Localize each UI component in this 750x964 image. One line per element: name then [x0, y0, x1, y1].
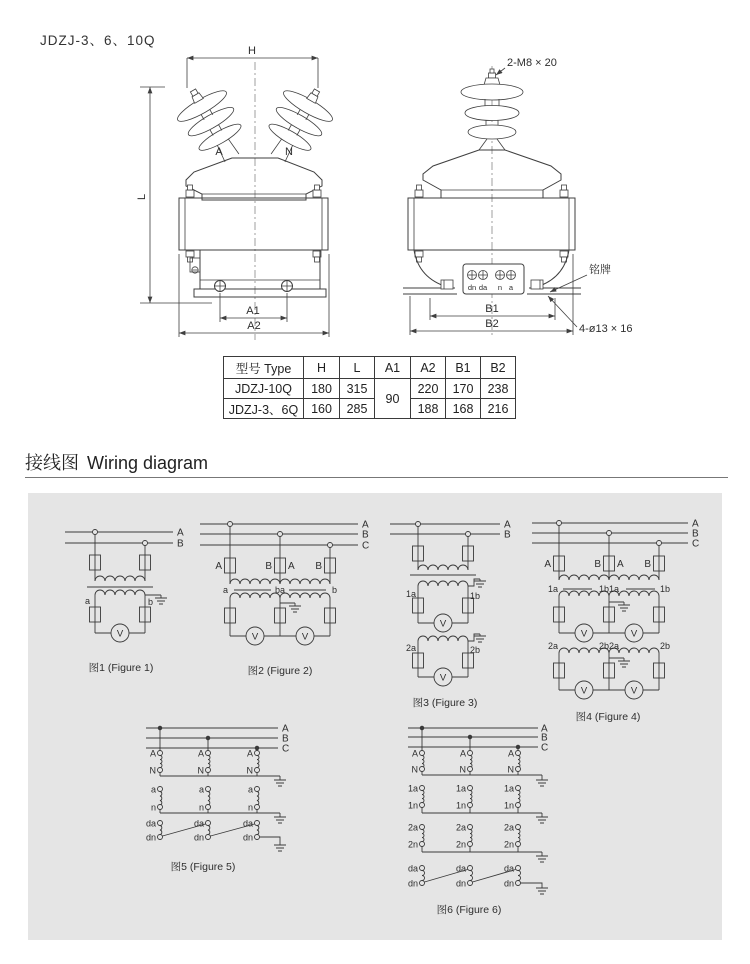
winding-label: da: [242, 818, 253, 829]
side-view-drawing: [395, 42, 640, 347]
front-view-drawing: [132, 42, 397, 347]
col-header-b1: B1: [446, 357, 481, 379]
terminal-label-n: n: [497, 283, 503, 292]
winding-label: dn: [503, 878, 514, 889]
winding-label: da: [455, 863, 466, 874]
dim-label-l: L: [136, 193, 148, 200]
wiring-figure-2: [195, 508, 390, 680]
col-header-type: 型号 Type: [224, 357, 304, 379]
fuse-label: B: [594, 559, 601, 570]
winding-label: dn: [242, 832, 253, 843]
fuse-label: A: [215, 561, 222, 572]
winding-label: 2a: [455, 822, 466, 833]
winding-label: da: [503, 863, 514, 874]
fig5-circuit: [146, 726, 286, 851]
winding-label: n: [247, 802, 253, 813]
winding-label: 1b: [660, 584, 671, 594]
front-dim-l: [136, 87, 212, 303]
fuse-label: A: [288, 561, 295, 572]
figure-caption: 图1 (Figure 1): [88, 662, 154, 674]
wiring-figure-1: [55, 515, 195, 680]
front-dome: [186, 158, 322, 200]
phase-label: B: [692, 528, 699, 540]
winding-label: 1n: [455, 800, 466, 811]
side-top-stud: [484, 69, 500, 85]
winding-label: 2b: [470, 645, 481, 655]
cell-b2: 238: [481, 379, 516, 399]
winding-label: da: [193, 818, 204, 829]
figure-caption: 图2 (Figure 2): [247, 665, 313, 677]
winding-label: 2b2a: [598, 641, 620, 651]
winding-label: a: [84, 596, 90, 606]
winding-label: 1b1a: [598, 584, 620, 594]
winding-label: a: [150, 784, 156, 795]
phase-label: B: [177, 538, 184, 550]
phase-label: C: [541, 742, 549, 754]
terminal-label-da: da: [478, 283, 488, 292]
winding-label: a: [198, 784, 204, 795]
mounting-holes-label: 4-ø13 × 16: [579, 323, 633, 335]
heading-rule: [25, 477, 728, 478]
winding-label: 1b: [470, 591, 481, 601]
winding-label: dn: [407, 878, 418, 889]
figure-caption: 图4 (Figure 4): [575, 711, 641, 723]
winding-label: 2a: [547, 641, 558, 651]
winding-label: 2n: [455, 839, 466, 850]
side-terminal-box: [463, 264, 524, 294]
voltmeter: V: [630, 685, 638, 697]
dim-label-b2: B2: [485, 318, 499, 330]
cell-b1: 170: [446, 379, 481, 399]
winding-label: 2n: [503, 839, 514, 850]
winding-label: ba: [274, 585, 286, 595]
nameplate-label: 铭牌: [589, 264, 611, 276]
winding-label: dn: [455, 878, 466, 889]
wiring-figure-6: [398, 712, 558, 920]
phase-label: A: [692, 518, 699, 530]
nameplate-leader-line: [550, 275, 587, 292]
phase-label: C: [692, 538, 700, 550]
cell-model: JDZJ-10Q: [224, 379, 304, 399]
winding-label: N: [149, 765, 156, 776]
cell-b1: 168: [446, 399, 481, 419]
terminal-label-n: N: [285, 146, 293, 158]
fig4-circuit: [532, 521, 688, 700]
cell-h: 160: [304, 399, 340, 419]
col-header-b2: B2: [481, 357, 516, 379]
winding-label: 1a: [455, 783, 466, 794]
winding-label: 2b: [660, 641, 671, 651]
winding-label: A: [459, 748, 466, 759]
side-insulator: [461, 84, 523, 150]
winding-label: 1a: [503, 783, 514, 794]
fuse-label: B: [315, 561, 322, 572]
fuse-label: B: [644, 559, 651, 570]
stud-spec-label: 2-M8 × 20: [507, 57, 557, 69]
dim-label-h: H: [248, 45, 256, 57]
table-row: [224, 379, 516, 399]
cell-b2: 216: [481, 399, 516, 419]
terminal-label-a: A: [215, 146, 223, 158]
phase-label: A: [282, 723, 289, 735]
winding-label: N: [411, 764, 418, 775]
fuse-label: A: [617, 559, 624, 570]
wiring-figure-3: [390, 508, 535, 713]
cell-a2: 188: [411, 399, 446, 419]
winding-label: n: [198, 802, 204, 813]
winding-label: b: [332, 585, 338, 595]
winding-label: 1a: [407, 783, 418, 794]
winding-label: 2a: [405, 643, 416, 653]
section-heading: [25, 449, 208, 475]
voltmeter: V: [116, 628, 124, 640]
voltmeter: V: [580, 685, 588, 697]
winding-label: 1a: [405, 589, 416, 599]
phase-label: A: [541, 723, 548, 735]
winding-label: 1n: [407, 800, 418, 811]
winding-label: 2a: [407, 822, 418, 833]
table-header-row: [224, 357, 516, 379]
voltmeter: V: [301, 631, 309, 643]
fig2-circuit: [200, 522, 358, 646]
winding-label: N: [246, 765, 253, 776]
phase-label: A: [362, 519, 369, 531]
front-dim-a2: [179, 254, 329, 337]
dimensions-table: [223, 356, 516, 419]
front-dim-h: [187, 45, 318, 88]
winding-label: da: [145, 818, 156, 829]
voltmeter: V: [251, 631, 259, 643]
figure-caption: 图5 (Figure 5): [170, 861, 236, 873]
voltmeter: V: [439, 618, 447, 630]
fig3-circuit: [390, 522, 500, 687]
page-title: JDZJ-3、6、10Q: [40, 33, 156, 48]
winding-label: a: [247, 784, 253, 795]
winding-label: N: [197, 765, 204, 776]
dim-label-a2: A2: [247, 320, 261, 332]
phase-label: B: [362, 529, 369, 541]
winding-label: A: [507, 748, 514, 759]
col-header-a1: A1: [375, 357, 411, 379]
cell-h: 180: [304, 379, 340, 399]
phase-label: B: [504, 529, 511, 541]
winding-label: A: [149, 748, 156, 759]
phase-label: C: [362, 540, 370, 552]
terminal-label-a: a: [508, 283, 514, 292]
dim-label-a1: A1: [246, 305, 260, 317]
wiring-figure-5: [128, 712, 303, 882]
col-header-l: L: [340, 357, 375, 379]
winding-label: A: [246, 748, 253, 759]
winding-label: N: [507, 764, 514, 775]
fuse-label: A: [544, 559, 551, 570]
figure-caption: 图6 (Figure 6): [436, 904, 502, 916]
winding-label: da: [407, 863, 418, 874]
figure-caption: 图3 (Figure 3): [412, 697, 478, 709]
phase-label: C: [282, 743, 290, 755]
winding-label: 2a: [503, 822, 514, 833]
fig6-circuit: [408, 723, 548, 894]
winding-label: n: [150, 802, 156, 813]
winding-label: N: [459, 764, 466, 775]
stud-leader-line: [496, 68, 505, 75]
winding-label: 1n: [503, 800, 514, 811]
voltmeter: V: [580, 628, 588, 640]
cell-l: 315: [340, 379, 375, 399]
side-core-block: [408, 185, 575, 262]
dim-label-b1: B1: [485, 303, 499, 315]
winding-label: b: [148, 597, 154, 607]
winding-label: dn: [193, 832, 204, 843]
phase-label: B: [541, 732, 548, 744]
section-heading-en: Wiring diagram: [87, 453, 209, 473]
wiring-figure-4: [530, 508, 710, 726]
winding-label: A: [197, 748, 204, 759]
cell-a2: 220: [411, 379, 446, 399]
section-heading-zh: 接线图: [25, 453, 79, 473]
terminal-label-dn: dn: [467, 283, 477, 292]
phase-label: B: [282, 733, 289, 745]
table-row: [224, 399, 516, 419]
col-header-h: H: [304, 357, 340, 379]
winding-label: A: [411, 748, 418, 759]
wiring-diagram-panel: [28, 493, 722, 940]
winding-label: 1a: [547, 584, 558, 594]
cell-l: 285: [340, 399, 375, 419]
cell-model: JDZJ-3、6Q: [224, 399, 304, 419]
fuse-label: B: [265, 561, 272, 572]
voltmeter: V: [439, 672, 447, 684]
cell-a1-shared: 90: [375, 379, 411, 419]
winding-label: dn: [145, 832, 156, 843]
winding-label: a: [222, 585, 228, 595]
col-header-a2: A2: [411, 357, 446, 379]
voltmeter: V: [630, 628, 638, 640]
fig1-circuit: [65, 530, 173, 643]
side-dim-b1: [430, 298, 555, 320]
phase-label: A: [177, 527, 184, 539]
front-base: [190, 250, 326, 297]
winding-label: 2n: [407, 839, 418, 850]
phase-label: A: [504, 519, 511, 531]
